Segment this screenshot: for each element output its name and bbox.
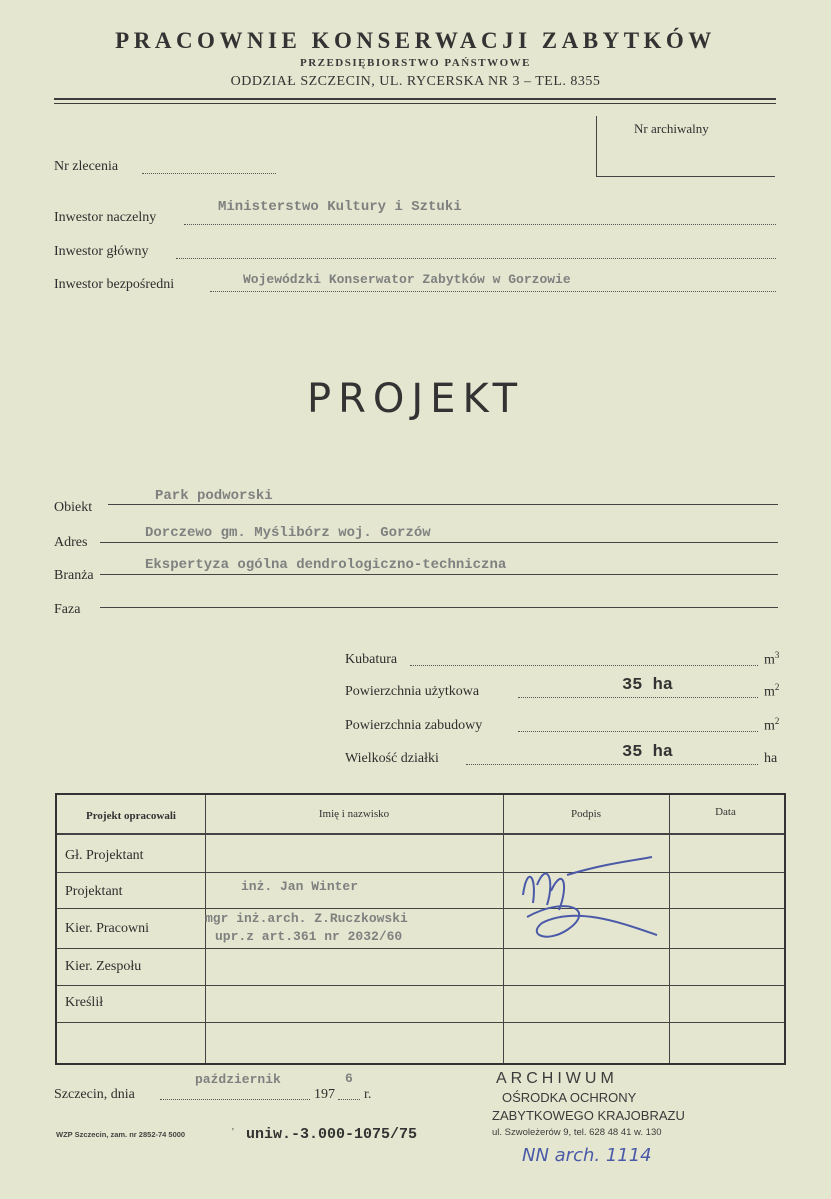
table-row-name: inż. Jan Winter (241, 879, 359, 894)
stamp-line-4: ul. Szwoleżerów 9, tel. 628 48 41 w. 130 (492, 1127, 662, 1138)
object-label: Obiekt (54, 500, 93, 515)
stamp-line-2: OŚRODKA OCHRONY (502, 1090, 637, 1105)
header-rule-top (54, 98, 776, 100)
direct-investor-line (210, 291, 776, 292)
direct-investor-label: Inwestor bezpośredni (54, 277, 175, 292)
document-title: PROJEKT (306, 376, 525, 422)
branch-line (100, 574, 778, 575)
year-prefix: 197 (314, 1087, 335, 1102)
order-number-label: Nr zlecenia (54, 159, 119, 174)
usable-area-unit: $m^2$ (764, 682, 780, 700)
branch-label: Branża (54, 568, 94, 583)
object-value: Park podworski (155, 488, 273, 504)
day-value: 6 (345, 1071, 353, 1086)
chief-investor-label: Inwestor naczelny (54, 210, 157, 225)
organization-title: PRACOWNIE KONSERWACJI ZABYTKÓW (115, 28, 716, 53)
table-header-date: Data (715, 806, 736, 818)
table-row-role: Kier. Pracowni (65, 921, 149, 936)
plot-size-line (466, 764, 758, 765)
table-header-name: Imię i nazwisko (318, 808, 390, 820)
print-code: uniw.-3.000-1075/75 (246, 1126, 418, 1143)
order-number-line (142, 173, 276, 174)
signature-scribble (507, 855, 667, 955)
built-area-line (518, 731, 758, 732)
phase-label: Faza (54, 602, 81, 617)
table-row-name: mgr inż.arch. Z.Ruczkowski (205, 911, 408, 926)
address-line (100, 542, 778, 543)
header-rule-bottom (54, 103, 776, 104)
team-table (55, 793, 786, 1065)
date-line (160, 1099, 310, 1100)
chief-investor-line (184, 224, 776, 225)
plot-size-label: Wielkość działki (345, 751, 439, 766)
built-area-label: Powierzchnia zabudowy (345, 718, 483, 733)
address-label: Adres (54, 535, 88, 550)
address-value: Dorczewo gm. Myślibórz woj. Gorzów (145, 525, 431, 541)
organization-subtitle: PRZEDSIĘBIORSTWO PAŃSTWOWE (299, 57, 532, 69)
chief-investor-value: Ministerstwo Kultury i Sztuki (218, 199, 462, 215)
table-row-role: Projektant (65, 884, 123, 899)
volume-label: Kubatura (345, 652, 398, 667)
usable-area-label: Powierzchnia użytkowa (345, 684, 480, 699)
main-investor-line (176, 258, 776, 259)
main-investor-label: Inwestor główny (54, 244, 149, 259)
table-row-name-qualification: upr.z art.361 nr 2032/60 (215, 929, 403, 944)
print-info: WZP Szczecin, zam. nr 2852-74 5000 (56, 1130, 186, 1139)
table-header-signature: Podpis (571, 808, 601, 820)
object-line (108, 504, 778, 505)
stamp-line-3: ZABYTKOWEGO KRAJOBRAZU (492, 1108, 685, 1123)
usable-area-line (518, 697, 758, 698)
table-row-role: Kier. Zespołu (65, 959, 142, 974)
date-value: październik (195, 1072, 281, 1087)
place-date-label: Szczecin, dnia (54, 1087, 135, 1102)
branch-value: Ekspertyza ogólna dendrologiczno-techniczna (145, 557, 507, 573)
table-row-role: Kreślił (65, 995, 104, 1010)
built-area-unit: $m^2$ (764, 716, 780, 734)
print-separator-mark: ' (232, 1127, 234, 1138)
volume-line (410, 665, 758, 666)
handwritten-archive-number: NN arch. 1114 (522, 1145, 652, 1166)
volume-unit: $m^3$ (764, 650, 780, 668)
year-suffix: r. (364, 1087, 372, 1102)
organization-address: ODDZIAŁ SZCZECIN, UL. RYCERSKA NR 3 – TEL. 8355 (230, 74, 601, 89)
archive-number-label: Nr archiwalny (634, 121, 709, 136)
plot-size-value: 35 ha (622, 743, 674, 762)
usable-area-value: 35 ha (622, 676, 674, 695)
table-row-role: Gł. Projektant (65, 848, 144, 863)
plot-size-unit: ha (764, 751, 778, 766)
year-line (338, 1099, 360, 1100)
direct-investor-value: Wojewódzki Konserwator Zabytków w Gorzowie (243, 272, 571, 287)
phase-line (100, 607, 778, 608)
table-header-authors: Projekt opracowali (86, 810, 176, 822)
stamp-title: ARCHIWUM (496, 1070, 618, 1087)
